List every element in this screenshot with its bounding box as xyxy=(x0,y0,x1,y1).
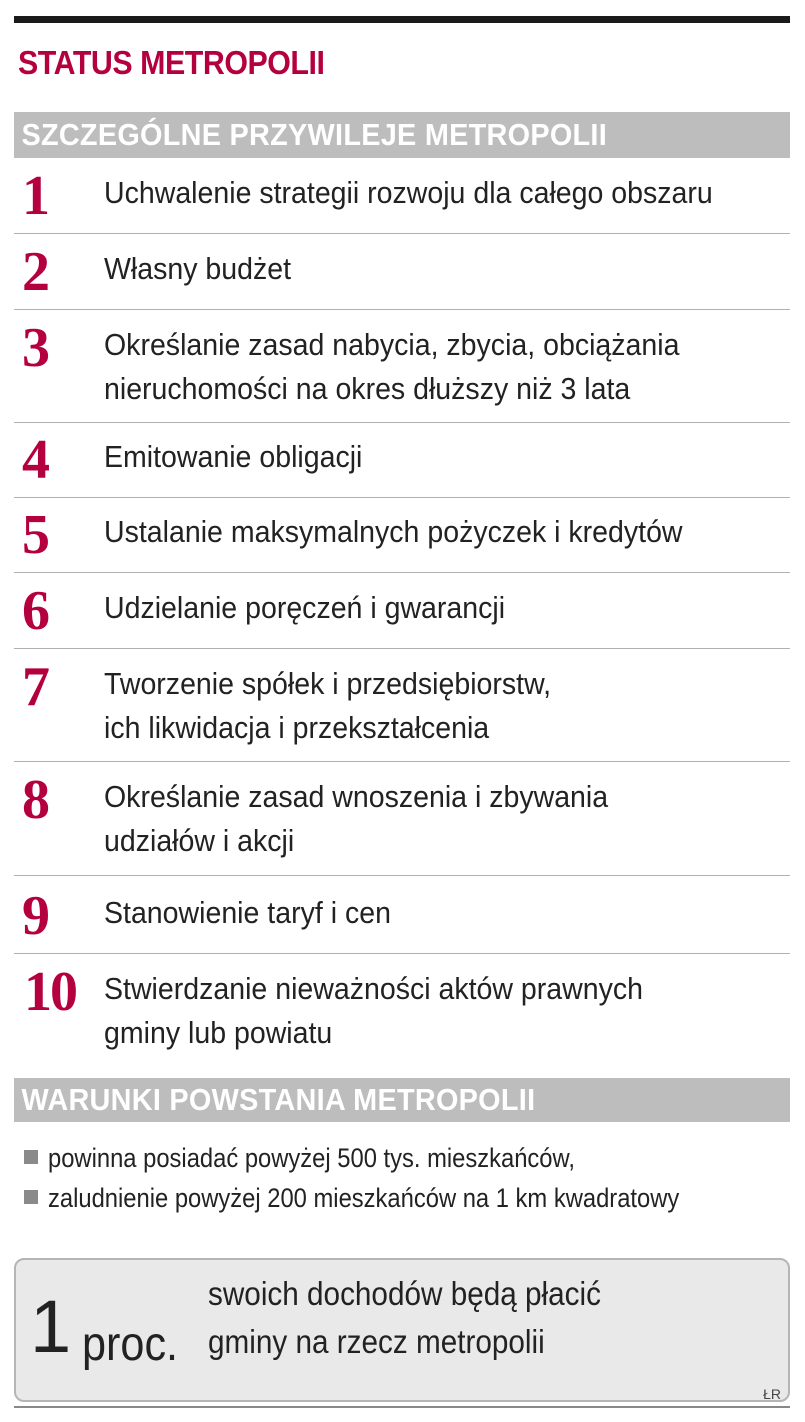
conditions-header-band xyxy=(14,1078,790,1122)
bottom-rule xyxy=(14,1406,790,1408)
square-bullet-icon xyxy=(24,1190,38,1204)
privilege-text: Własny budżet xyxy=(104,251,292,286)
privileges-header-band xyxy=(14,112,790,158)
divider xyxy=(14,422,790,423)
callout-unit: proc. xyxy=(82,1318,179,1371)
square-bullet-icon xyxy=(24,1150,38,1164)
privilege-item xyxy=(14,242,790,308)
callout-text: swoich dochodów będą płacić gminy na rzecz metropolii xyxy=(208,1275,601,1360)
privilege-item xyxy=(14,318,790,420)
privilege-text: Udzielanie poręczeń i gwarancji xyxy=(104,590,506,625)
privileges-header: SZCZEGÓLNE PRZYWILEJE METROPOLII xyxy=(21,117,608,152)
privilege-number: 10 xyxy=(24,961,76,1023)
privilege-item xyxy=(14,770,790,872)
privilege-number: 9 xyxy=(22,885,50,947)
privilege-item xyxy=(14,886,790,952)
author-credit: ŁR xyxy=(763,1386,781,1402)
privilege-text: Uchwalenie strategii rozwoju dla całego obszaru xyxy=(104,175,713,210)
privilege-text: Emitowanie obligacji xyxy=(104,439,363,474)
divider xyxy=(14,648,790,649)
privilege-number: 3 xyxy=(22,317,50,379)
privilege-text: Stanowienie taryf i cen xyxy=(104,895,391,930)
conditions-header: WARUNKI POWSTANIA METROPOLII xyxy=(21,1082,536,1117)
privilege-number: 1 xyxy=(22,165,50,227)
privilege-number: 2 xyxy=(22,241,50,303)
privilege-number: 7 xyxy=(22,656,50,718)
privilege-item xyxy=(14,581,790,647)
privilege-text: Określanie zasad wnoszenia i zbywania udziałów i akcji xyxy=(104,779,609,858)
privilege-text: Określanie zasad nabycia, zbycia, obciążania nieruchomości na okres dłuższy niż 3 lata xyxy=(104,327,680,406)
privilege-text: Tworzenie spółek i przedsiębiorstw, ich likwidacja i przekształcenia xyxy=(104,666,552,745)
privilege-text: Stwierdzanie nieważności aktów prawnych gminy lub powiatu xyxy=(104,971,643,1050)
callout-number: 1 xyxy=(30,1285,72,1368)
divider xyxy=(14,309,790,310)
privilege-number: 5 xyxy=(22,504,50,566)
divider xyxy=(14,572,790,573)
privilege-item xyxy=(14,962,790,1064)
privilege-text: Ustalanie maksymalnych pożyczek i kredytów xyxy=(104,514,683,549)
page-title: STATUS METROPOLII xyxy=(18,44,325,81)
privilege-item xyxy=(14,505,790,571)
privilege-number: 8 xyxy=(22,769,50,831)
privilege-item xyxy=(14,166,790,232)
divider xyxy=(14,497,790,498)
privilege-item xyxy=(14,430,790,496)
divider xyxy=(14,761,790,762)
divider xyxy=(14,233,790,234)
divider xyxy=(14,953,790,954)
condition-text: zaludnienie powyżej 200 mieszkańców na 1 km kwadratowy xyxy=(48,1183,680,1213)
privilege-number: 4 xyxy=(22,429,50,491)
callout-box xyxy=(14,1258,790,1402)
divider xyxy=(14,875,790,876)
condition-text: powinna posiadać powyżej 500 tys. mieszkańców, xyxy=(48,1143,575,1173)
privilege-item xyxy=(14,657,790,759)
privilege-number: 6 xyxy=(22,580,50,642)
top-rule xyxy=(14,16,790,23)
